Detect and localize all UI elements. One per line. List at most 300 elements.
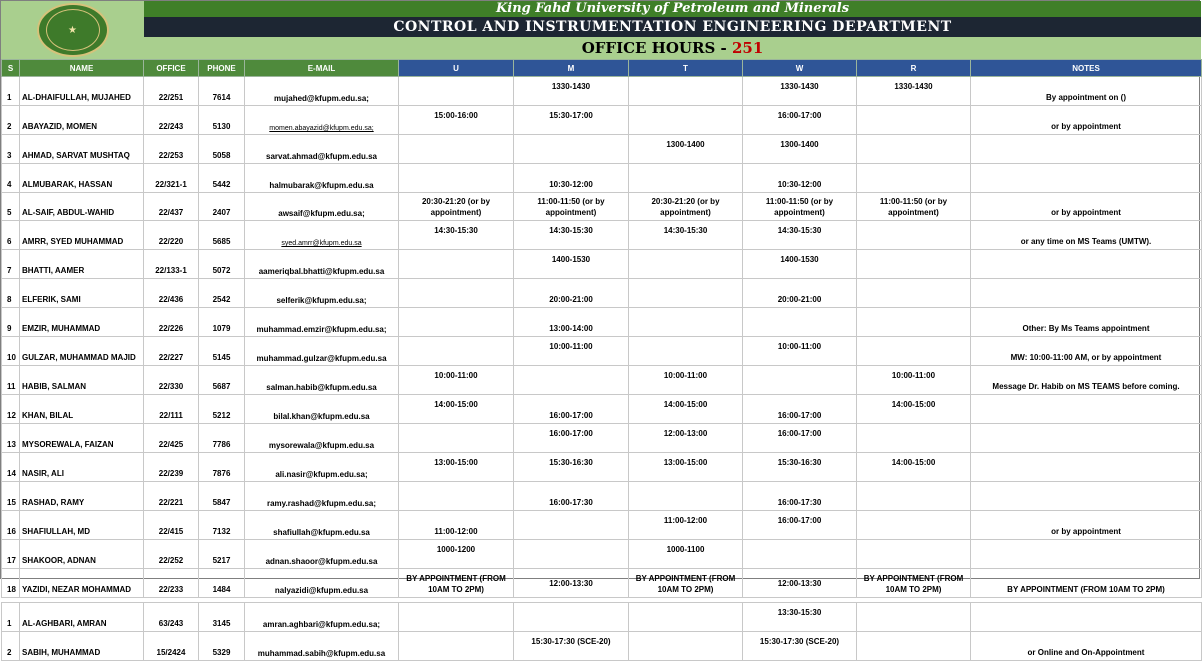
office-number: 22/111 xyxy=(144,395,199,424)
email-address: muhammad.emzir@kfupm.edu.sa; xyxy=(245,308,399,337)
office-hours-u xyxy=(399,106,514,135)
office-hours-t xyxy=(629,366,743,395)
faculty-name: BHATTI, AAMER xyxy=(20,250,144,279)
office-hours-u xyxy=(399,511,514,540)
row-number: 12 xyxy=(2,395,20,424)
time-slot: 20:30-21:20 (or by appointment) xyxy=(651,196,720,217)
office-number: 22/437 xyxy=(144,193,199,221)
row-number: 11 xyxy=(2,366,20,395)
office-hours-r xyxy=(857,106,971,135)
office-hours-r xyxy=(857,424,971,453)
time-slot: 16:00-17:30 xyxy=(777,498,822,507)
faculty-rows xyxy=(2,77,1202,598)
office-hours-w xyxy=(743,366,857,395)
notes-cell: or by appointment xyxy=(971,511,1202,540)
office-number: 15/2424 xyxy=(144,632,199,661)
phone-extension: 5058 xyxy=(199,135,245,164)
time-slot: 11:00-11:50 (or by appointment) xyxy=(879,196,948,217)
notes-cell: Message Dr. Habib on MS TEAMS before coming. xyxy=(971,366,1202,395)
notes-cell xyxy=(971,279,1202,308)
phone-extension: 5072 xyxy=(199,250,245,279)
office-hours-u xyxy=(399,279,514,308)
office-hours-r xyxy=(857,482,971,511)
phone-extension: 2407 xyxy=(199,193,245,221)
time-slot: 1000-1100 xyxy=(666,545,705,554)
row-number: 17 xyxy=(2,540,20,569)
time-slot: 13:30-15:30 xyxy=(777,608,822,617)
office-hours-t xyxy=(629,511,743,540)
col-header-w: W xyxy=(743,60,857,77)
office-hours-m xyxy=(514,603,629,632)
office-number: 22/133-1 xyxy=(144,250,199,279)
office-hours-r xyxy=(857,337,971,366)
office-hours-w xyxy=(743,308,857,337)
office-number: 22/220 xyxy=(144,221,199,250)
time-slot: 1300-1400 xyxy=(780,140,819,149)
office-hours-w xyxy=(743,77,857,106)
office-number: 22/330 xyxy=(144,366,199,395)
office-hours-m xyxy=(514,482,629,511)
faculty-name: EMZIR, MUHAMMAD xyxy=(20,308,144,337)
time-slot: 13:00-15:00 xyxy=(434,458,478,467)
email-address: shafiullah@kfupm.edu.sa xyxy=(245,511,399,540)
office-hours-t xyxy=(629,540,743,569)
office-hours-w xyxy=(743,632,857,661)
phone-extension: 5145 xyxy=(199,337,245,366)
office-hours-m xyxy=(514,250,629,279)
faculty-name: SHAFIULLAH, MD xyxy=(20,511,144,540)
time-slot: 16:00-17:00 xyxy=(777,429,822,438)
logo-emblem-icon: ★ xyxy=(46,9,100,51)
time-slot: 11:00-12:00 xyxy=(663,516,708,525)
col-header-phone: PHONE xyxy=(199,60,245,77)
office-number: 22/227 xyxy=(144,337,199,366)
row-number: 13 xyxy=(2,424,20,453)
table-row xyxy=(2,250,1202,279)
faculty-name: AMRR, SYED MUHAMMAD xyxy=(20,221,144,250)
office-hours-r xyxy=(857,511,971,540)
table-row xyxy=(2,511,1202,540)
office-hours-r xyxy=(857,603,971,632)
office-number: 22/251 xyxy=(144,77,199,106)
time-slot: 11:00-11:50 (or by appointment) xyxy=(765,196,834,217)
table-row xyxy=(2,632,1202,661)
office-number: 63/243 xyxy=(144,603,199,632)
table-header-row xyxy=(2,60,1202,77)
office-hours-m xyxy=(514,164,629,193)
email-address: aameriqbal.bhatti@kfupm.edu.sa xyxy=(245,250,399,279)
office-hours-t xyxy=(629,164,743,193)
table-row xyxy=(2,482,1202,511)
faculty-name: AL-AGHBARI, AMRAN xyxy=(20,603,144,632)
faculty-name: ABAYAZID, MOMEN xyxy=(20,106,144,135)
email-address: amran.aghbari@kfupm.edu.sa; xyxy=(245,603,399,632)
table-row xyxy=(2,308,1202,337)
office-hours-t xyxy=(629,77,743,106)
time-slot: 10:30-12:00 xyxy=(777,180,822,189)
time-slot: 13:00-15:00 xyxy=(663,458,708,467)
row-number: 16 xyxy=(2,511,20,540)
time-slot: 14:30-15:30 xyxy=(549,226,593,235)
office-number: 22/221 xyxy=(144,482,199,511)
col-header-r: R xyxy=(857,60,971,77)
office-number: 22/321-1 xyxy=(144,164,199,193)
time-slot: 14:00-15:00 xyxy=(663,400,708,409)
notes-cell: By appointment on () xyxy=(971,77,1202,106)
time-slot: 14:30-15:30 xyxy=(777,226,822,235)
time-slot: 12:00-13:30 xyxy=(777,578,822,588)
col-header-s: S xyxy=(2,60,20,77)
office-hours-m xyxy=(514,337,629,366)
row-number: 7 xyxy=(2,250,20,279)
office-hours-r xyxy=(857,540,971,569)
time-slot: 12:00-13:30 xyxy=(549,578,593,588)
office-number: 22/233 xyxy=(144,569,199,598)
notes-cell xyxy=(971,250,1202,279)
office-hours-u xyxy=(399,135,514,164)
time-slot: 20:30-21:20 (or by appointment) xyxy=(421,196,491,217)
time-slot: 11:00-11:50 (or by appointment) xyxy=(537,196,605,217)
row-number: 3 xyxy=(2,135,20,164)
office-hours-w xyxy=(743,569,857,598)
office-hours-w xyxy=(743,337,857,366)
office-hours-w xyxy=(743,279,857,308)
time-slot: 20:00-21:00 xyxy=(777,295,822,304)
office-hours-w xyxy=(743,424,857,453)
office-hours-table xyxy=(1,59,1202,661)
office-hours-r xyxy=(857,164,971,193)
time-slot: 1400-1530 xyxy=(551,255,591,264)
phone-extension: 2542 xyxy=(199,279,245,308)
office-hours-u xyxy=(399,540,514,569)
faculty-name: NASIR, ALI xyxy=(20,453,144,482)
phone-extension: 5687 xyxy=(199,366,245,395)
office-hours-u xyxy=(399,77,514,106)
time-slot: 15:30-17:30 (SCE-20) xyxy=(531,637,611,646)
faculty-name: AL-DHAIFULLAH, MUJAHED xyxy=(20,77,144,106)
time-slot: 1330-1430 xyxy=(780,82,819,91)
notes-cell xyxy=(971,540,1202,569)
col-header-office: OFFICE xyxy=(144,60,199,77)
row-number: 1 xyxy=(2,77,20,106)
phone-extension: 5212 xyxy=(199,395,245,424)
time-slot: 10:00-11:00 xyxy=(777,342,822,351)
time-slot: 16:00-17:30 xyxy=(549,498,593,507)
email-address: sarvat.ahmad@kfupm.edu.sa xyxy=(245,135,399,164)
time-slot: 15:30-16:30 xyxy=(549,458,593,467)
table-row xyxy=(2,540,1202,569)
notes-cell: or any time on MS Teams (UMTW). xyxy=(971,221,1202,250)
office-hours-t xyxy=(629,250,743,279)
time-slot: 10:00-11:00 xyxy=(434,371,478,380)
col-header-notes: NOTES xyxy=(971,60,1202,77)
office-hours-m xyxy=(514,540,629,569)
table-row xyxy=(2,106,1202,135)
office-hours-w xyxy=(743,221,857,250)
col-header-u: U xyxy=(399,60,514,77)
office-hours-t xyxy=(629,569,743,598)
email-address: muhammad.gulzar@kfupm.edu.sa xyxy=(245,337,399,366)
time-slot: 1400-1530 xyxy=(780,255,819,264)
row-number: 4 xyxy=(2,164,20,193)
office-hours-m xyxy=(514,135,629,164)
faculty-name: AHMAD, SARVAT MUSHTAQ xyxy=(20,135,144,164)
notes-cell xyxy=(971,135,1202,164)
row-number: 9 xyxy=(2,308,20,337)
office-hours-t xyxy=(629,106,743,135)
time-slot: 16:00-17:00 xyxy=(549,411,593,420)
email-address: bilal.khan@kfupm.edu.sa xyxy=(245,395,399,424)
office-hours-r xyxy=(857,632,971,661)
office-hours-u xyxy=(399,424,514,453)
office-hours-u xyxy=(399,164,514,193)
office-number: 22/253 xyxy=(144,135,199,164)
table-row xyxy=(2,603,1202,632)
time-slot: 15:30-17:00 xyxy=(549,111,593,120)
office-hours-u xyxy=(399,453,514,482)
table-row xyxy=(2,279,1202,308)
office-hours-u xyxy=(399,193,514,221)
time-slot: 16:00-17:00 xyxy=(777,516,822,525)
email-address: nalyazidi@kfupm.edu.sa xyxy=(245,569,399,598)
time-slot: BY APPOINTMENT (FROM 10AM TO 2PM) xyxy=(863,574,964,594)
notes-cell xyxy=(971,603,1202,632)
time-slot: 14:30-15:30 xyxy=(434,226,478,235)
time-slot: BY APPOINTMENT (FROM 10AM TO 2PM) xyxy=(635,574,736,594)
office-hours-m xyxy=(514,279,629,308)
notes-cell xyxy=(971,395,1202,424)
table-row xyxy=(2,424,1202,453)
office-hours-t xyxy=(629,453,743,482)
phone-extension: 5217 xyxy=(199,540,245,569)
notes-cell: BY APPOINTMENT (FROM 10AM TO 2PM) xyxy=(971,569,1202,598)
row-number: 15 xyxy=(2,482,20,511)
faculty-name: GULZAR, MUHAMMAD MAJID xyxy=(20,337,144,366)
email-address: mysorewala@kfupm.edu.sa xyxy=(245,424,399,453)
office-hours-w xyxy=(743,395,857,424)
notes-cell xyxy=(971,453,1202,482)
office-hours-u xyxy=(399,569,514,598)
email-address: momen.abayazid@kfupm.edu.sa; xyxy=(245,106,399,135)
office-hours-w xyxy=(743,250,857,279)
office-hours-w xyxy=(743,453,857,482)
office-hours-u xyxy=(399,482,514,511)
office-hours-u xyxy=(399,250,514,279)
phone-extension: 7614 xyxy=(199,77,245,106)
office-hours-m xyxy=(514,308,629,337)
notes-cell: MW: 10:00-11:00 AM, or by appointment xyxy=(971,337,1202,366)
office-hours-t xyxy=(629,603,743,632)
col-header-name: NAME xyxy=(20,60,144,77)
office-hours-table-wrap xyxy=(1,59,1201,661)
time-slot: 14:00-15:00 xyxy=(891,458,936,467)
office-number: 22/425 xyxy=(144,424,199,453)
office-hours-m xyxy=(514,366,629,395)
faculty-rows-second-section xyxy=(2,603,1202,661)
phone-extension: 7876 xyxy=(199,453,245,482)
office-number: 22/252 xyxy=(144,540,199,569)
office-hours-w xyxy=(743,164,857,193)
faculty-name: MYSOREWALA, FAIZAN xyxy=(20,424,144,453)
phone-extension: 7132 xyxy=(199,511,245,540)
notes-cell: or by appointment xyxy=(971,106,1202,135)
time-slot: 1330-1430 xyxy=(551,82,591,91)
office-hours-u xyxy=(399,221,514,250)
time-slot: 1000-1200 xyxy=(436,545,476,554)
office-number: 22/243 xyxy=(144,106,199,135)
phone-extension: 1079 xyxy=(199,308,245,337)
office-hours-m xyxy=(514,77,629,106)
row-number: 2 xyxy=(2,106,20,135)
table-row xyxy=(2,337,1202,366)
time-slot: 16:00-17:00 xyxy=(777,111,822,120)
table-row xyxy=(2,135,1202,164)
office-hours-u xyxy=(399,632,514,661)
office-hours-w xyxy=(743,511,857,540)
office-hours-r xyxy=(857,569,971,598)
office-hours-m xyxy=(514,221,629,250)
phone-extension: 5329 xyxy=(199,632,245,661)
office-hours-r xyxy=(857,279,971,308)
office-hours-w xyxy=(743,540,857,569)
office-hours-t xyxy=(629,482,743,511)
time-slot: 15:30-16:30 xyxy=(777,458,822,467)
office-hours-r xyxy=(857,193,971,221)
table-row xyxy=(2,77,1202,106)
email-address: awsaif@kfupm.edu.sa; xyxy=(245,193,399,221)
office-hours-u xyxy=(399,337,514,366)
term-number: 251 xyxy=(731,39,764,57)
page-title xyxy=(144,37,1201,59)
email-address: halmubarak@kfupm.edu.sa xyxy=(245,164,399,193)
table-row xyxy=(2,569,1202,598)
time-slot: 15:30-17:30 (SCE-20) xyxy=(759,637,840,646)
office-hours-t xyxy=(629,308,743,337)
col-header-m: M xyxy=(514,60,629,77)
phone-extension: 5847 xyxy=(199,482,245,511)
row-number: 18 xyxy=(2,569,20,598)
email-address: mujahed@kfupm.edu.sa; xyxy=(245,77,399,106)
email-address: muhammad.sabih@kfupm.edu.sa xyxy=(245,632,399,661)
time-slot: 13:00-14:00 xyxy=(549,324,593,333)
faculty-name: YAZIDI, NEZAR MOHAMMAD xyxy=(20,569,144,598)
university-name: King Fahd University of Petroleum and Minerals xyxy=(144,1,1201,17)
faculty-name: SABIH, MUHAMMAD xyxy=(20,632,144,661)
office-hours-r xyxy=(857,250,971,279)
phone-extension: 5685 xyxy=(199,221,245,250)
time-slot: 10:00-11:00 xyxy=(549,342,593,351)
phone-extension: 7786 xyxy=(199,424,245,453)
time-slot: 10:00-11:00 xyxy=(663,371,708,380)
email-address: syed.amrr@kfupm.edu.sa xyxy=(245,221,399,250)
office-hours-m xyxy=(514,453,629,482)
office-hours-r xyxy=(857,221,971,250)
time-slot: 16:00-17:00 xyxy=(777,411,822,420)
time-slot: 14:00-15:00 xyxy=(434,400,478,409)
phone-extension: 3145 xyxy=(199,603,245,632)
office-number: 22/436 xyxy=(144,279,199,308)
office-hours-r xyxy=(857,395,971,424)
logo-area xyxy=(1,1,144,59)
office-hours-w xyxy=(743,193,857,221)
office-hours-t xyxy=(629,424,743,453)
row-number: 14 xyxy=(2,453,20,482)
email-address: selferik@kfupm.edu.sa; xyxy=(245,279,399,308)
notes-cell: or Online and On-Appointment xyxy=(971,632,1202,661)
faculty-name: KHAN, BILAL xyxy=(20,395,144,424)
office-hours-m xyxy=(514,569,629,598)
office-number: 22/415 xyxy=(144,511,199,540)
faculty-name: HABIB, SALMAN xyxy=(20,366,144,395)
time-slot: 16:00-17:00 xyxy=(549,429,593,438)
office-hours-u xyxy=(399,603,514,632)
time-slot: BY APPOINTMENT (FROM 10AM TO 2PM) xyxy=(406,574,506,594)
office-hours-r xyxy=(857,77,971,106)
phone-extension: 1484 xyxy=(199,569,245,598)
email-address: salman.habib@kfupm.edu.sa xyxy=(245,366,399,395)
col-header-email: E-MAIL xyxy=(245,60,399,77)
office-hours-w xyxy=(743,603,857,632)
row-number: 8 xyxy=(2,279,20,308)
office-hours-t xyxy=(629,135,743,164)
time-slot: 14:00-15:00 xyxy=(891,400,936,409)
office-hours-t xyxy=(629,337,743,366)
faculty-name: RASHAD, RAMY xyxy=(20,482,144,511)
faculty-name: AL-SAIF, ABDUL-WAHID xyxy=(20,193,144,221)
office-hours-m xyxy=(514,395,629,424)
time-slot: 11:00-12:00 xyxy=(434,527,478,536)
department-name: CONTROL AND INSTRUMENTATION ENGINEERING DEPARTMENT xyxy=(144,17,1201,37)
office-hours-u xyxy=(399,308,514,337)
time-slot: 20:00-21:00 xyxy=(549,295,593,304)
office-hours-r xyxy=(857,453,971,482)
notes-cell xyxy=(971,482,1202,511)
notes-cell xyxy=(971,164,1202,193)
office-hours-w xyxy=(743,106,857,135)
time-slot: 10:00-11:00 xyxy=(891,371,936,380)
office-hours-m xyxy=(514,511,629,540)
office-hours-w xyxy=(743,482,857,511)
office-hours-u xyxy=(399,395,514,424)
office-hours-t xyxy=(629,632,743,661)
office-hours-r xyxy=(857,308,971,337)
office-hours-m xyxy=(514,424,629,453)
time-slot: 14:30-15:30 xyxy=(663,226,708,235)
faculty-name: ALMUBARAK, HASSAN xyxy=(20,164,144,193)
email-address: ali.nasir@kfupm.edu.sa; xyxy=(245,453,399,482)
table-row xyxy=(2,164,1202,193)
office-hours-t xyxy=(629,279,743,308)
row-number: 1 xyxy=(2,603,20,632)
email-address: adnan.shaoor@kfupm.edu.sa xyxy=(245,540,399,569)
table-row xyxy=(2,453,1202,482)
office-hours-t xyxy=(629,221,743,250)
notes-cell: Other: By Ms Teams appointment xyxy=(971,308,1202,337)
office-hours-w xyxy=(743,135,857,164)
office-hours-t xyxy=(629,395,743,424)
notes-cell: or by appointment xyxy=(971,193,1202,221)
table-row xyxy=(2,193,1202,221)
table-row xyxy=(2,395,1202,424)
table-row xyxy=(2,366,1202,395)
time-slot: 1330-1430 xyxy=(894,82,933,91)
row-number: 6 xyxy=(2,221,20,250)
row-number: 10 xyxy=(2,337,20,366)
time-slot: 10:30-12:00 xyxy=(549,180,593,189)
table-row xyxy=(2,221,1202,250)
row-number: 2 xyxy=(2,632,20,661)
office-hours-u xyxy=(399,366,514,395)
